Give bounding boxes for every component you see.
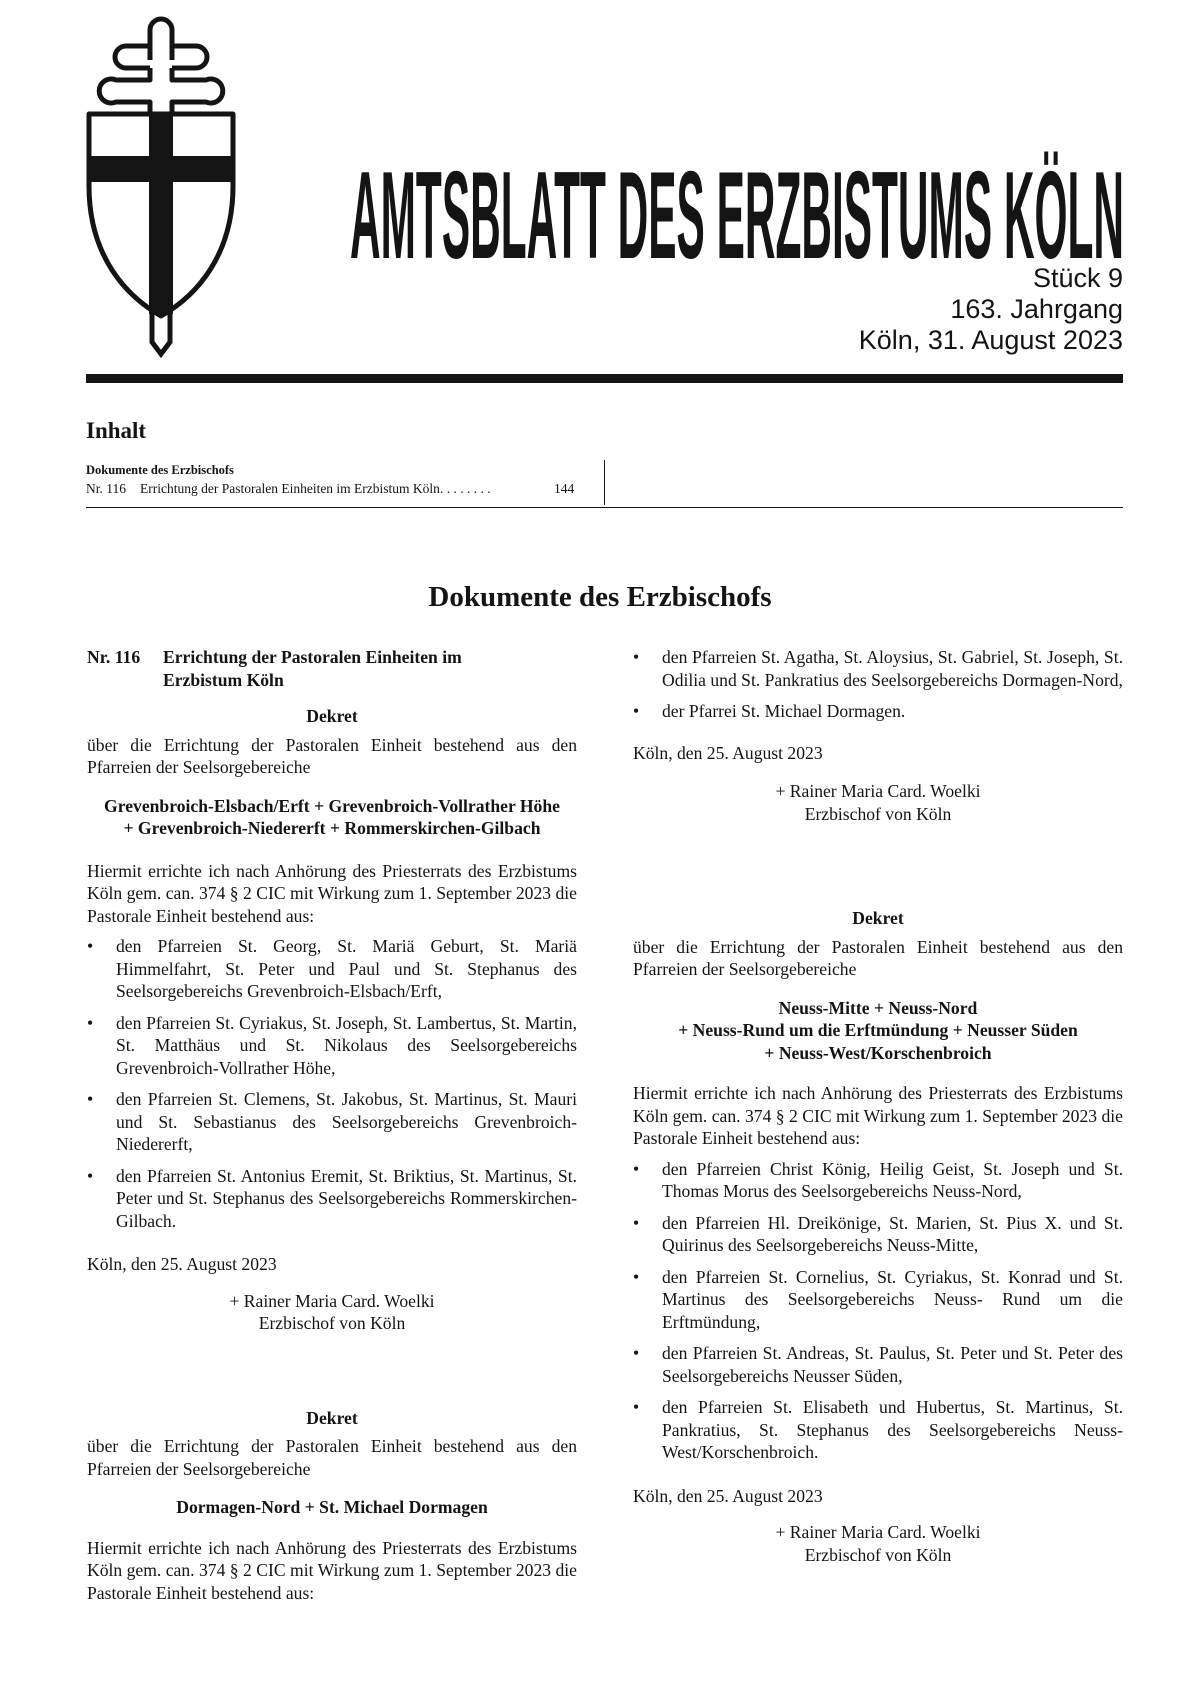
- decree-area-line: + Grevenbroich-Niedererft + Rommerskirchen-Gilbach: [123, 818, 541, 838]
- decree-date: Köln, den 25. August 2023: [633, 1485, 823, 1506]
- toc-entry-leader: . . . . . . . .: [439, 481, 491, 496]
- list-item: • den Pfarreien Hl. Dreikönige, St. Marien, St. Pius X. und St. Quirinus des Seelsorgebereichs Neuss-Mitte,: [633, 1212, 1123, 1257]
- parish-list: [633, 646, 1123, 723]
- issue-number: Stück 9: [1032, 263, 1123, 293]
- toc-heading: Inhalt: [86, 418, 147, 443]
- list-item: • den Pfarreien St. Andreas, St. Paulus, St. Peter und St. Peter des Seelsorgebereichs Neusser Süden,: [633, 1342, 1123, 1387]
- parish-list: [87, 935, 577, 1232]
- list-item: • den Pfarreien Christ König, Heilig Geist, St. Joseph und St. Thomas Morus des Seelsorgebereichs Neuss-Nord,: [633, 1158, 1123, 1203]
- decree-intro: über die Errichtung der Pastoralen Einheit bestehend aus den Pfarreien der Seelsorgebereiche: [87, 1436, 577, 1479]
- decree-date: Köln, den 25. August 2023: [633, 742, 823, 763]
- issue-place-date: Köln, 31. August 2023: [858, 325, 1123, 355]
- decree-intro: über die Errichtung der Pastoralen Einheit bestehend aus den Pfarreien der Seelsorgebereiche: [87, 734, 577, 777]
- list-item: • den Pfarreien St. Cyriakus, St. Joseph, St. Lambertus, St. Martin, St. Matthäus und St. Nikolaus des Seelsorgebereichs Grevenbroich-Vollrather Höhe,: [87, 1012, 577, 1080]
- list-item: • den Pfarreien St. Cornelius, St. Cyriakus, St. Konrad und St. Martinus des Seelsorgebereichs Neuss- Rund um die Erftmündung,: [633, 1266, 1123, 1334]
- decree-area-line: Grevenbroich-Elsbach/Erft + Grevenbroich-Vollrather Höhe: [104, 795, 560, 816]
- decree-heading: Dekret: [852, 908, 904, 928]
- list-item: • den Pfarreien St. Georg, St. Mariä Geburt, St. Mariä Himmelfahrt, St. Peter und Paul und St. Stephanus des Seelsorgebereichs Grevenbroich-Elsbach/Erft,: [87, 935, 577, 1003]
- toc-entry-page: 144: [554, 481, 575, 496]
- toc-entry-title: Errichtung der Pastoralen Einheiten im Erzbistum Köln: [140, 481, 440, 496]
- toc-section: Dokumente des Erzbischofs: [86, 463, 234, 477]
- masthead-title: [348, 150, 1126, 262]
- decree-preamble: Hiermit errichte ich nach Anhörung des Priesterrats des Erzbistums Köln gem. can. 374 § 2 CIC mit Wirkung zum 1. September 2023 die Pastorale Einheit bestehend aus:: [87, 860, 577, 926]
- decree-heading: Dekret: [306, 706, 358, 726]
- signature-name: + Rainer Maria Card. Woelki: [775, 1522, 981, 1542]
- list-item: • den Pfarreien St. Agatha, St. Aloysius, St. Gabriel, St. Joseph, St. Odilia und St. Pankratius des Seelsorgebereichs Dormagen-Nord,: [633, 646, 1123, 691]
- left-column: [87, 646, 577, 1604]
- decree-preamble: Hiermit errichte ich nach Anhörung des Priesterrats des Erzbistums Köln gem. can. 374 § 2 CIC mit Wirkung zum 1. September 2023 die Pastorale Einheit bestehend aus:: [87, 1537, 577, 1603]
- volume-year: 163. Jahrgang: [950, 294, 1123, 324]
- decree-heading: Dekret: [306, 1407, 358, 1428]
- decree-area-line: Dormagen-Nord + St. Michael Dormagen: [176, 1497, 488, 1517]
- decree-area-line: + Neuss-West/Korschenbroich: [764, 1042, 992, 1063]
- decree-intro: über die Errichtung der Pastoralen Einheit bestehend aus den Pfarreien der Seelsorgebereiche: [633, 936, 1123, 979]
- list-item: • der Pfarrei St. Michael Dormagen.: [633, 700, 1123, 723]
- parish-list: [633, 1158, 1123, 1464]
- decree-preamble: Hiermit errichte ich nach Anhörung des Priesterrats des Erzbistums Köln gem. can. 374 § 2 CIC mit Wirkung zum 1. September 2023 die Pastorale Einheit bestehend aus:: [633, 1083, 1123, 1148]
- toc-divider: [604, 460, 605, 505]
- toc-entry[interactable]: [86, 481, 606, 497]
- article-title-line2: Erzbistum Köln: [163, 669, 284, 690]
- section-title: Dokumente des Erzbischofs: [428, 581, 772, 613]
- signature-name: + Rainer Maria Card. Woelki: [775, 781, 981, 801]
- list-item: • den Pfarreien St. Elisabeth und Hubertus, St. Martinus, St. Pankratius, St. Stephanus des Seelsorgebereichs Neuss-West/Korschenbroich.: [633, 1396, 1123, 1464]
- article-title-text: [163, 646, 462, 691]
- decree-area-line: + Neuss-Rund um die Erftmündung + Neusser Süden: [678, 1020, 1078, 1040]
- toc-entry-number: Nr. 116: [86, 481, 126, 496]
- toc-rule: [86, 507, 1123, 508]
- signature-title: Erzbischof von Köln: [258, 1313, 406, 1333]
- list-item: • den Pfarreien St. Antonius Eremit, St. Briktius, St. Martinus, St. Peter und St. Stephanus des Seelsorgebereichs Rommerskirchen-Gilbach.: [87, 1165, 577, 1233]
- signature-title: Erzbischof von Köln: [804, 1544, 952, 1565]
- article-title: [87, 646, 577, 691]
- decree-date: Köln, den 25. August 2023: [87, 1254, 277, 1274]
- svg-text:AMTSBLATT DES ERZBISTUMS KÖLN: AMTSBLATT DES ERZBISTUMS KÖLN: [350, 150, 1124, 262]
- decree-area-line: Neuss-Mitte + Neuss-Nord: [778, 997, 978, 1018]
- archdiocese-crest-icon: [86, 16, 236, 358]
- signature-title: Erzbischof von Köln: [804, 803, 952, 824]
- signature-name: + Rainer Maria Card. Woelki: [229, 1290, 435, 1311]
- article-title-line1: Errichtung der Pastoralen Einheiten im: [163, 647, 462, 667]
- header-rule: [86, 374, 1123, 383]
- list-item: • den Pfarreien St. Clemens, St. Jakobus, St. Martinus, St. Mauri und St. Sebastianus des Seelsorgebereichs Grevenbroich-Niedererft,: [87, 1088, 577, 1156]
- article-number: Nr. 116: [87, 647, 141, 667]
- right-column: [633, 646, 1123, 1566]
